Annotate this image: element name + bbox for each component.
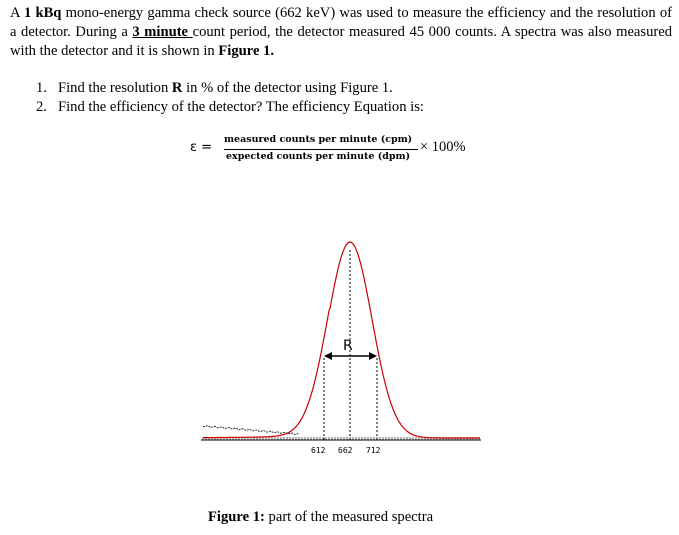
question-1: 1. Find the resolution R in % of the detector using Figure 1. [36, 80, 393, 96]
tick-label-712: 712 [366, 446, 381, 455]
equation-numerator: measured counts per minute (cpm) [224, 134, 413, 145]
tick-label-612: 612 [311, 446, 326, 455]
figure-reference: Figure 1. [218, 43, 275, 59]
arrowhead-right [369, 352, 377, 360]
tick-label-662: 662 [338, 446, 353, 455]
question-2: 2. Find the efficiency of the detector? The efficiency Equation is: [36, 98, 424, 115]
equation-denominator: expected counts per minute (dpm) [226, 151, 411, 162]
figure-caption: Figure 1: part of the measured spectra [208, 509, 434, 525]
arrowhead-left [324, 352, 332, 360]
resolution-label: R [343, 338, 353, 354]
problem-statement: A 1 kBq mono-energy gamma check source (662 keV) was used to measure the efficiency and the resolution of a detector. During a 3 minute count period, the detector measured 45 000 counts. A spectra was also measured with the detector and it is shown in Figure 1. [10, 5, 673, 59]
count-period: 3 minute [132, 24, 193, 40]
spectrum-data-line [203, 426, 299, 435]
source-activity: 1 kBq [23, 5, 62, 21]
gaussian-fit-curve [203, 242, 480, 438]
equation-multiplier: × 100% [420, 139, 466, 155]
epsilon-symbol: ε = [190, 140, 213, 155]
